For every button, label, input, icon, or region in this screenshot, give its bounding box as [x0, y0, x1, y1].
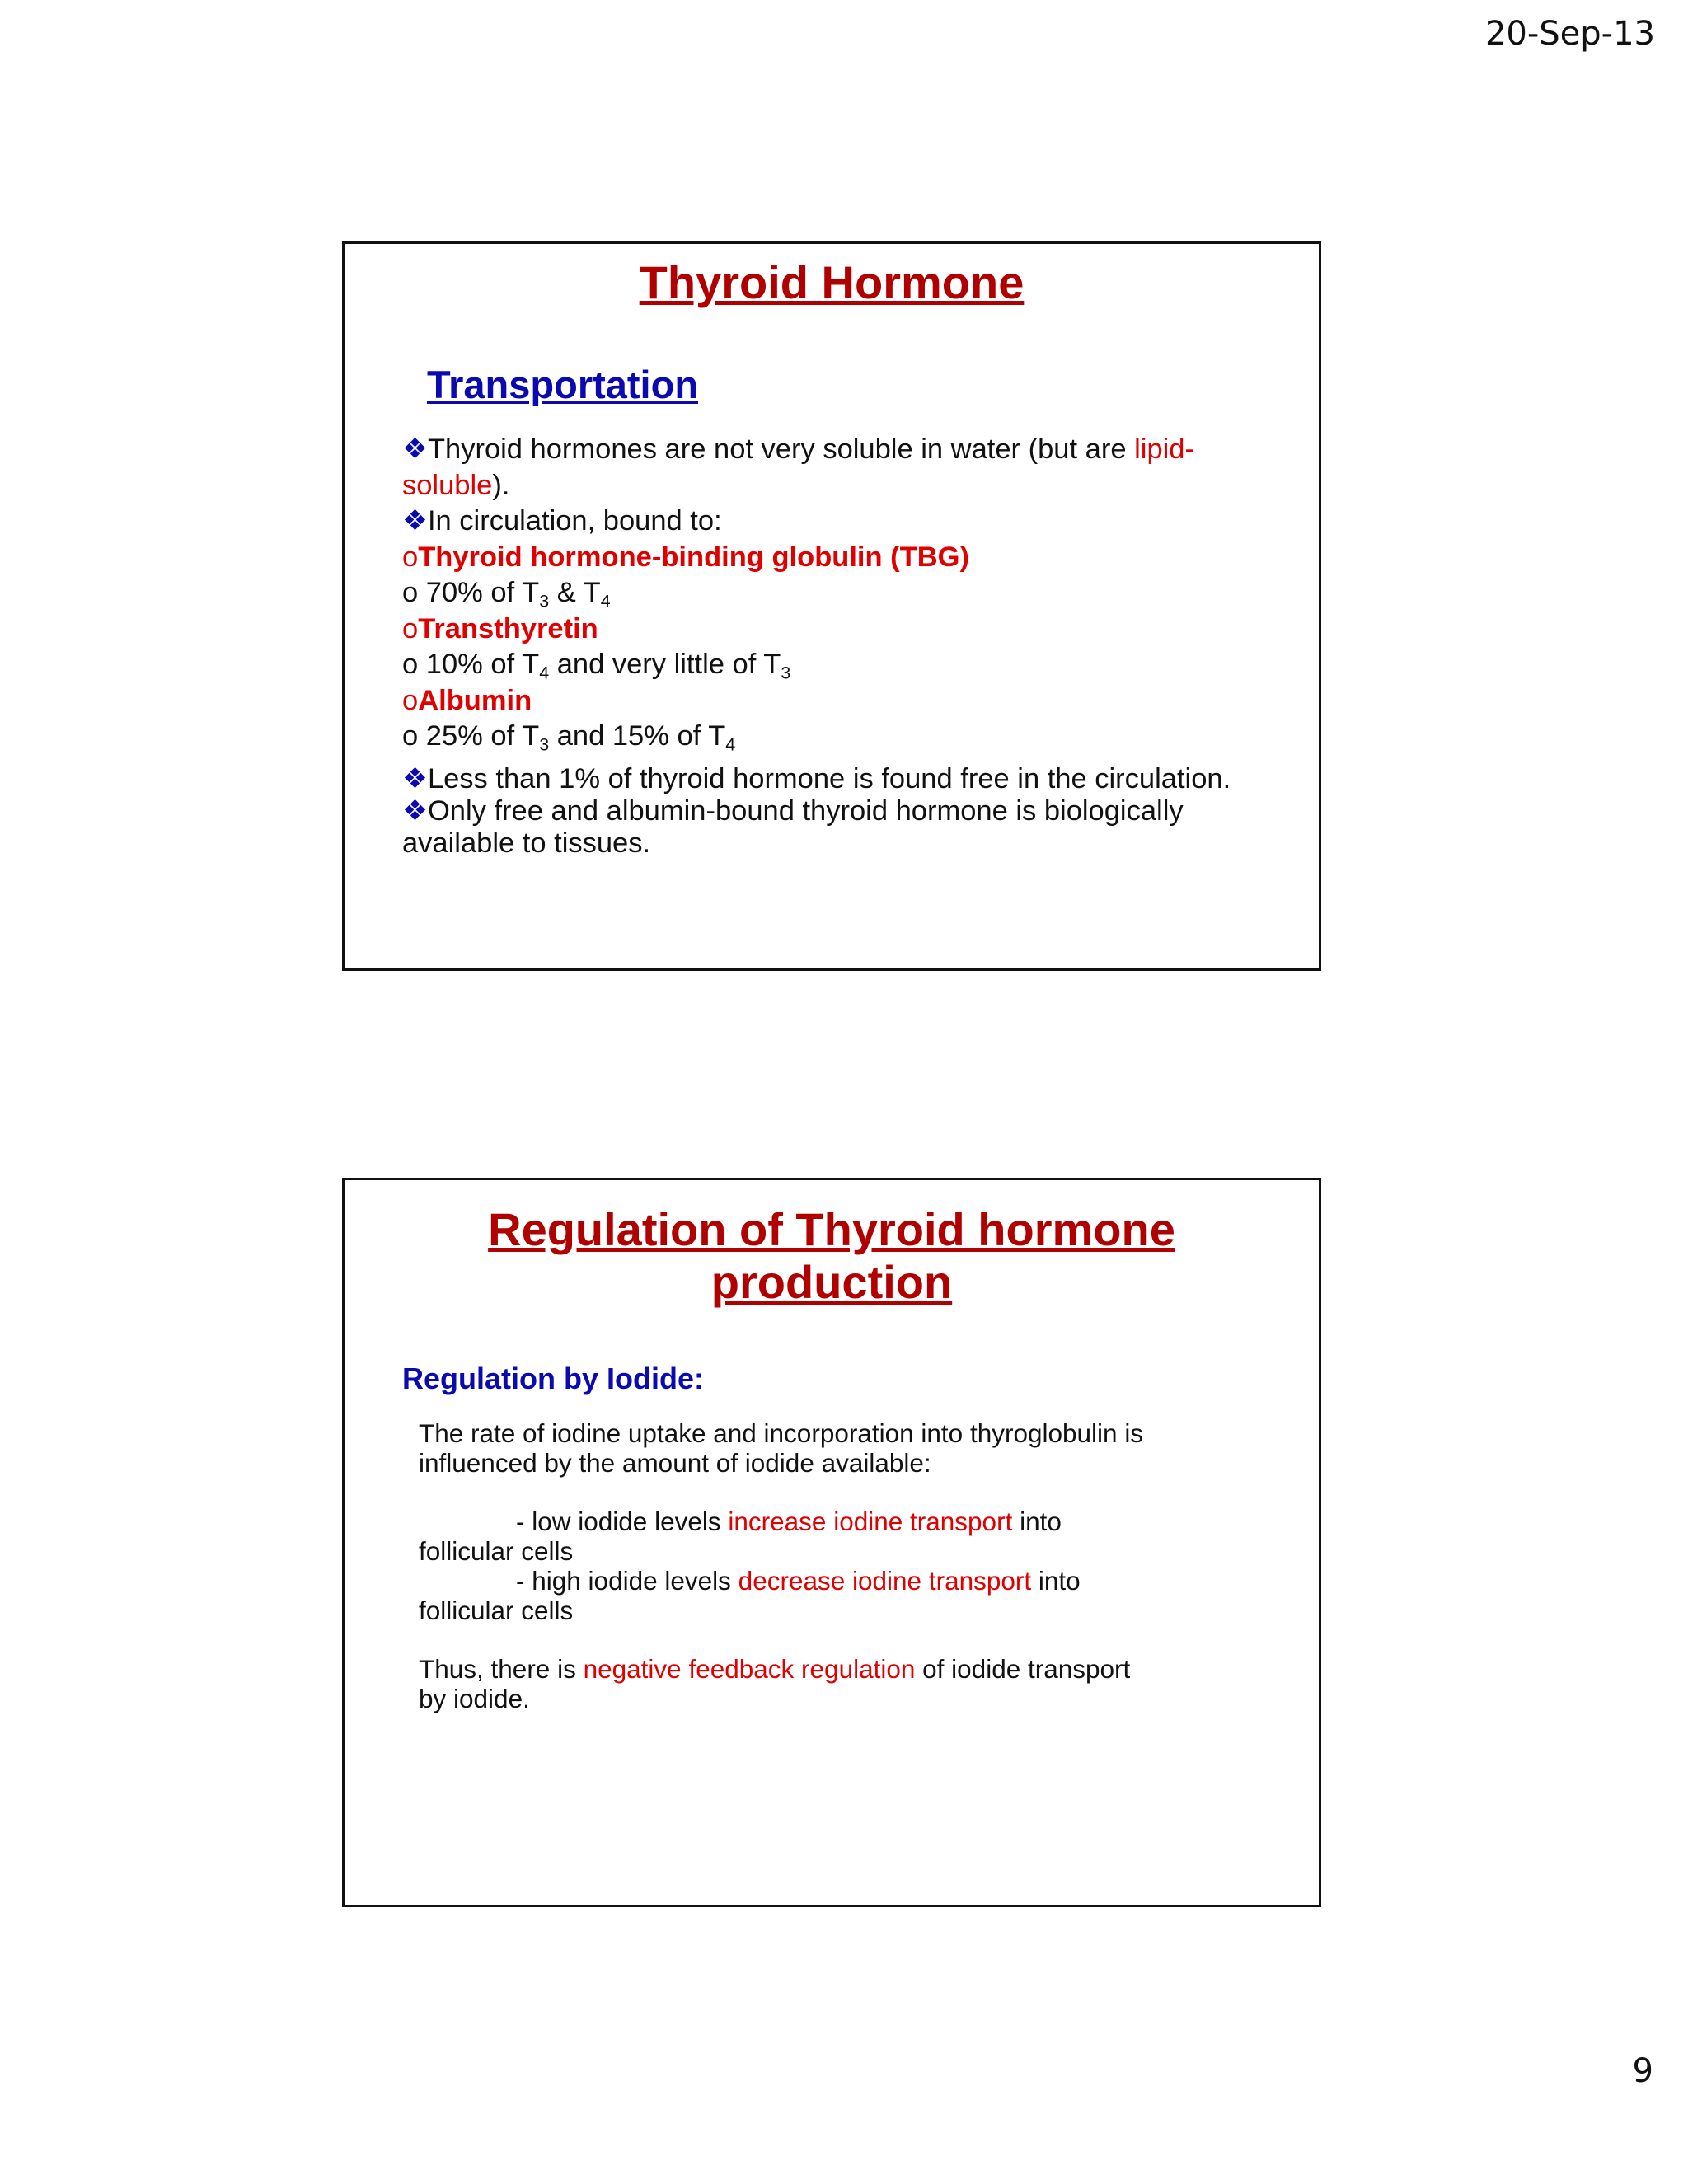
- bullet-line: [402, 795, 1284, 827]
- text: 70% of T: [418, 577, 540, 608]
- text-line: by iodide.: [419, 1684, 530, 1714]
- text: Thyroid hormones are not very soluble in water (but are: [427, 434, 1135, 465]
- protein-name: Transthyretin: [418, 612, 598, 644]
- title-line: Regulation of Thyroid hormone: [488, 1203, 1175, 1255]
- text: Only free and albumin-bound thyroid hormone is biologically: [427, 794, 1184, 827]
- binding-detail: [402, 647, 1284, 683]
- text: & T: [549, 577, 601, 608]
- spacer: [402, 755, 1284, 763]
- highlight-text: increase iodine transport: [728, 1507, 1013, 1537]
- text: and very little of T: [549, 649, 781, 680]
- bullet-line: [402, 432, 1284, 468]
- bullet-line: [402, 504, 1284, 540]
- binding-protein-albumin: [402, 683, 1284, 719]
- text: - high iodide levels: [516, 1565, 738, 1596]
- conclusion-line: [419, 1655, 1292, 1685]
- circle-bullet-icon: o: [402, 649, 419, 680]
- slide-thyroid-hormone: [342, 241, 1321, 971]
- section-heading: Regulation by Iodide:: [402, 1361, 704, 1395]
- list-item-high: [419, 1567, 1292, 1596]
- text: and 15% of T: [549, 720, 726, 752]
- page-number: 9: [1632, 2052, 1653, 2090]
- subscript: 4: [600, 591, 611, 612]
- text-line: follicular cells: [419, 1595, 574, 1625]
- text-line: The rate of iodine uptake and incorporation into thyroglobulin is: [419, 1418, 1144, 1448]
- binding-detail: [402, 719, 1284, 755]
- protein-name: Albumin: [418, 684, 532, 716]
- bullet-continuation: [402, 468, 1284, 504]
- circle-bullet-icon: o: [402, 684, 419, 716]
- text: into: [1031, 1565, 1081, 1596]
- diamond-bullet-icon: ❖: [402, 434, 428, 465]
- subscript: 4: [539, 663, 550, 683]
- highlight-text: soluble: [402, 469, 493, 501]
- slide-body: [419, 1419, 1292, 1714]
- text-line: follicular cells: [419, 1536, 574, 1567]
- slide-regulation: [342, 1178, 1321, 1907]
- text: 25% of T: [418, 720, 540, 752]
- highlight-text: negative feedback regulation: [583, 1654, 916, 1685]
- text: of iodide transport: [915, 1654, 1131, 1685]
- subscript: 4: [725, 734, 736, 755]
- circle-bullet-icon: o: [402, 541, 419, 573]
- list-item-low: [419, 1507, 1292, 1537]
- title-line: production: [710, 1256, 953, 1308]
- page-date: 20-Sep-13: [1484, 15, 1655, 53]
- highlight-text: lipid-: [1134, 434, 1194, 465]
- slide-title: Thyroid Hormone: [639, 256, 1025, 308]
- spacer: [419, 1626, 1292, 1656]
- subscript: 3: [539, 734, 550, 755]
- slide-title: [345, 1203, 1319, 1309]
- circle-bullet-icon: o: [402, 612, 419, 644]
- circle-bullet-icon: o: [402, 577, 419, 608]
- text: - low iodide levels: [516, 1507, 729, 1537]
- highlight-text: decrease iodine transport: [738, 1565, 1032, 1596]
- text: 10% of T: [418, 649, 540, 680]
- bullet-line: [402, 763, 1284, 795]
- subscript: 3: [539, 591, 550, 612]
- section-heading: Transportation: [427, 363, 699, 406]
- text-line: influenced by the amount of iodide available:: [419, 1447, 931, 1478]
- bullet-continuation: [402, 827, 1284, 860]
- text: ).: [492, 469, 510, 501]
- diamond-bullet-icon: ❖: [402, 505, 428, 537]
- protein-name: Thyroid hormone-binding globulin (TBG): [418, 541, 969, 573]
- text: Less than 1% of thyroid hormone is found free in the circulation.: [427, 762, 1231, 794]
- circle-bullet-icon: o: [402, 720, 419, 752]
- text: Thus, there is: [419, 1654, 584, 1685]
- text: into: [1012, 1507, 1062, 1537]
- binding-protein-tbg: [402, 540, 1284, 576]
- binding-protein-transthyretin: [402, 612, 1284, 648]
- subscript: 3: [781, 663, 791, 683]
- text: In circulation, bound to:: [427, 505, 722, 537]
- diamond-bullet-icon: ❖: [402, 794, 428, 827]
- binding-detail: [402, 575, 1284, 612]
- diamond-bullet-icon: ❖: [402, 762, 428, 794]
- slide-body: [402, 432, 1284, 860]
- text: available to tissues.: [402, 827, 651, 859]
- spacer: [419, 1479, 1292, 1508]
